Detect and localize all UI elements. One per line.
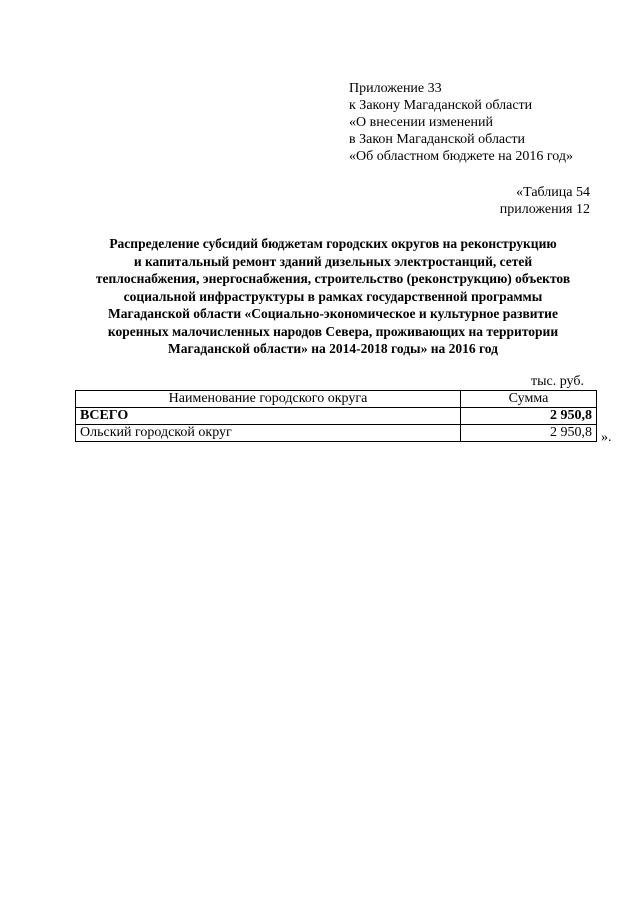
table-header-row: [76, 391, 597, 408]
row-name: ВСЕГО: [76, 408, 461, 425]
title-line: социальной инфраструктуры в рамках государственной программы: [123, 288, 543, 304]
units-label: тыс. руб.: [531, 374, 584, 389]
title-line: Распределение субсидий бюджетам городских округов на реконструкцию: [109, 236, 557, 251]
appendix-line: Приложение 33: [349, 81, 442, 96]
table-row: [76, 425, 597, 442]
header-name: Наименование городского округа: [76, 391, 461, 408]
title-line: Магаданской области» на 2014-2018 годы» на 2016 год: [168, 341, 498, 356]
appendix-line: «О внесении изменений: [349, 115, 493, 130]
appendix-line: к Закону Магаданской области: [349, 98, 533, 113]
title-line: и капитальный ремонт зданий дизельных электростанций, сетей: [133, 253, 533, 269]
row-sum: 2 950,8: [460, 408, 596, 425]
table-reference-line: «Таблица 54: [516, 185, 590, 200]
title-line: коренных малочисленных народов Севера, проживающих на территории: [107, 323, 559, 339]
row-name: Ольский городской округ: [76, 425, 461, 442]
row-sum: 2 950,8: [460, 425, 596, 442]
subsidy-table: [75, 390, 597, 442]
table-row-total: [76, 408, 597, 425]
table-reference-line: приложения 12: [499, 202, 590, 217]
header-sum: Сумма: [460, 391, 596, 408]
title-line: теплоснабжения, энергоснабжения, строительство (реконструкцию) объектов: [95, 271, 571, 286]
appendix-line: «Об областном бюджете на 2016 год»: [349, 149, 573, 164]
title-line: Магаданской области «Социально-экономическое и культурное развитие: [108, 306, 558, 321]
table-reference: [500, 184, 590, 218]
appendix-reference: [349, 80, 573, 165]
closing-quote-mark: ».: [601, 430, 612, 445]
document-title: [60, 235, 606, 358]
appendix-line: в Закон Магаданской области: [349, 132, 525, 147]
